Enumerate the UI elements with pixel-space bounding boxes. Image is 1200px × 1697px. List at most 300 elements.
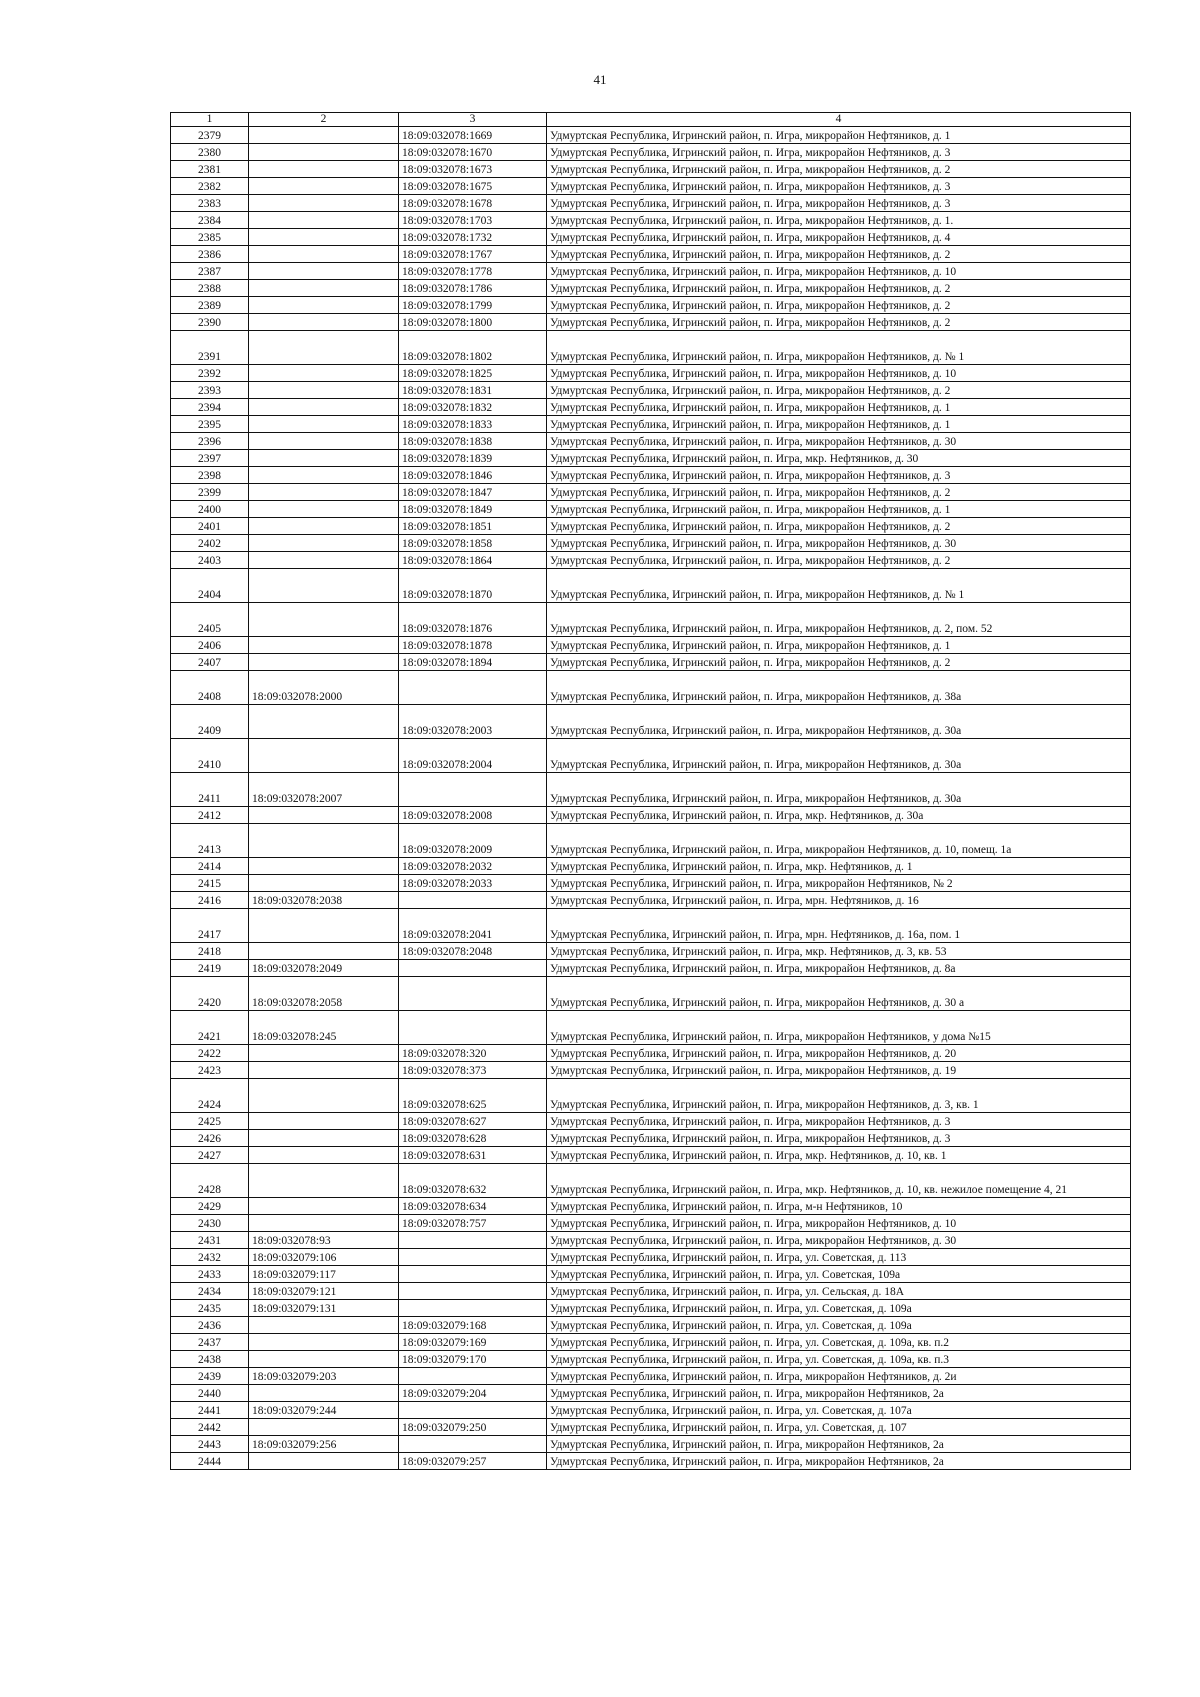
table-row xyxy=(171,569,1131,603)
cadastral-number-cell-col2 xyxy=(249,467,399,484)
row-number-cell: 2412 xyxy=(171,807,249,824)
row-number-cell: 2440 xyxy=(171,1385,249,1402)
table-row xyxy=(171,518,1131,535)
address-cell: Удмуртская Республика, Игринский район, п. Игра, ул. Советская, д. 109а xyxy=(547,1300,1131,1317)
address-cell: Удмуртская Республика, Игринский район, п. Игра, микрорайон Нефтяников, д. 10 xyxy=(547,1215,1131,1232)
row-number-cell: 2380 xyxy=(171,144,249,161)
table-row xyxy=(171,297,1131,314)
cadastral-number-cell-col2: 18:09:032078:93 xyxy=(249,1232,399,1249)
cadastral-number-cell-col2 xyxy=(249,1215,399,1232)
cadastral-number-cell-col3: 18:09:032078:1732 xyxy=(399,229,547,246)
row-number-cell: 2387 xyxy=(171,263,249,280)
cadastral-number-cell-col2 xyxy=(249,1385,399,1402)
table-row xyxy=(171,1232,1131,1249)
row-number-cell: 2389 xyxy=(171,297,249,314)
cadastral-number-cell-col2 xyxy=(249,824,399,858)
table-row xyxy=(171,773,1131,807)
row-number-cell: 2402 xyxy=(171,535,249,552)
cadastral-number-cell-col2 xyxy=(249,484,399,501)
cadastral-number-cell-col2 xyxy=(249,246,399,263)
cadastral-number-cell-col3: 18:09:032078:757 xyxy=(399,1215,547,1232)
address-cell: Удмуртская Республика, Игринский район, п. Игра, мкр. Нефтяников, д. 1 xyxy=(547,858,1131,875)
cadastral-number-cell-col3: 18:09:032078:1831 xyxy=(399,382,547,399)
address-cell: Удмуртская Республика, Игринский район, п. Игра, микрорайон Нефтяников, д. 1 xyxy=(547,501,1131,518)
row-number-cell: 2419 xyxy=(171,960,249,977)
cadastral-number-cell-col2: 18:09:032079:121 xyxy=(249,1283,399,1300)
table-row xyxy=(171,382,1131,399)
cadastral-number-cell-col2 xyxy=(249,399,399,416)
cadastral-number-cell-col2 xyxy=(249,450,399,467)
cadastral-number-cell-col3 xyxy=(399,1368,547,1385)
column-header-1: 1 xyxy=(171,113,249,127)
row-number-cell: 2439 xyxy=(171,1368,249,1385)
row-number-cell: 2396 xyxy=(171,433,249,450)
cadastral-number-cell-col3: 18:09:032078:1786 xyxy=(399,280,547,297)
cadastral-number-cell-col3: 18:09:032079:257 xyxy=(399,1453,547,1470)
cadastral-number-cell-col3 xyxy=(399,1266,547,1283)
address-cell: Удмуртская Республика, Игринский район, п. Игра, мкр. Нефтяников, д. 3, кв. 53 xyxy=(547,943,1131,960)
cadastral-number-cell-col2 xyxy=(249,382,399,399)
row-number-cell: 2428 xyxy=(171,1164,249,1198)
cadastral-number-cell-col3: 18:09:032078:1846 xyxy=(399,467,547,484)
table-row xyxy=(171,637,1131,654)
cadastral-number-cell-col3: 18:09:032078:1832 xyxy=(399,399,547,416)
table-row xyxy=(171,705,1131,739)
cadastral-number-cell-col3: 18:09:032078:1870 xyxy=(399,569,547,603)
address-cell: Удмуртская Республика, Игринский район, п. Игра, микрорайон Нефтяников, д. 10, помещ. 1а xyxy=(547,824,1131,858)
row-number-cell: 2429 xyxy=(171,1198,249,1215)
row-number-cell: 2386 xyxy=(171,246,249,263)
table-row xyxy=(171,1215,1131,1232)
address-cell: Удмуртская Республика, Игринский район, п. Игра, микрорайон Нефтяников, д. № 1 xyxy=(547,569,1131,603)
cadastral-number-cell-col2 xyxy=(249,1453,399,1470)
table-row xyxy=(171,1283,1131,1300)
cadastral-number-cell-col3: 18:09:032078:1703 xyxy=(399,212,547,229)
address-cell: Удмуртская Республика, Игринский район, п. Игра, мкр. Нефтяников, д. 30а xyxy=(547,807,1131,824)
address-cell: Удмуртская Республика, Игринский район, п. Игра, микрорайон Нефтяников, д. 1 xyxy=(547,416,1131,433)
row-number-cell: 2432 xyxy=(171,1249,249,1266)
row-number-cell: 2379 xyxy=(171,127,249,144)
cadastral-number-cell-col3 xyxy=(399,960,547,977)
row-number-cell: 2417 xyxy=(171,909,249,943)
row-number-cell: 2397 xyxy=(171,450,249,467)
row-number-cell: 2409 xyxy=(171,705,249,739)
cadastral-number-cell-col3: 18:09:032078:1778 xyxy=(399,263,547,280)
row-number-cell: 2424 xyxy=(171,1079,249,1113)
cadastral-number-cell-col3: 18:09:032078:1847 xyxy=(399,484,547,501)
table-row xyxy=(171,1011,1131,1045)
cadastral-number-cell-col3: 18:09:032078:1802 xyxy=(399,331,547,365)
cadastral-number-cell-col2 xyxy=(249,365,399,382)
row-number-cell: 2436 xyxy=(171,1317,249,1334)
address-cell: Удмуртская Республика, Игринский район, п. Игра, ул. Советская, д. 107а xyxy=(547,1402,1131,1419)
cadastral-number-cell-col2 xyxy=(249,161,399,178)
row-number-cell: 2435 xyxy=(171,1300,249,1317)
address-cell: Удмуртская Республика, Игринский район, п. Игра, мрн. Нефтяников, д. 16а, пом. 1 xyxy=(547,909,1131,943)
table-row xyxy=(171,331,1131,365)
row-number-cell: 2383 xyxy=(171,195,249,212)
cadastral-number-cell-col3: 18:09:032078:1849 xyxy=(399,501,547,518)
cadastral-number-cell-col3: 18:09:032078:2004 xyxy=(399,739,547,773)
address-cell: Удмуртская Республика, Игринский район, п. Игра, микрорайон Нефтяников, д. 1. xyxy=(547,212,1131,229)
table-row xyxy=(171,416,1131,433)
cadastral-number-cell-col2 xyxy=(249,1334,399,1351)
address-cell: Удмуртская Республика, Игринский район, п. Игра, микрорайон Нефтяников, д. 3 xyxy=(547,1113,1131,1130)
cadastral-number-cell-col2 xyxy=(249,654,399,671)
table-row xyxy=(171,127,1131,144)
address-cell: Удмуртская Республика, Игринский район, п. Игра, микрорайон Нефтяников, д. 1 xyxy=(547,127,1131,144)
cadastral-number-cell-col3 xyxy=(399,1300,547,1317)
row-number-cell: 2390 xyxy=(171,314,249,331)
row-number-cell: 2423 xyxy=(171,1062,249,1079)
row-number-cell: 2385 xyxy=(171,229,249,246)
cadastral-number-cell-col3: 18:09:032078:1851 xyxy=(399,518,547,535)
cadastral-number-cell-col2 xyxy=(249,280,399,297)
address-cell: Удмуртская Республика, Игринский район, п. Игра, микрорайон Нефтяников, д. 30 а xyxy=(547,977,1131,1011)
cadastral-number-cell-col2 xyxy=(249,263,399,280)
row-number-cell: 2392 xyxy=(171,365,249,382)
table-row xyxy=(171,1334,1131,1351)
table-row xyxy=(171,1164,1131,1198)
address-cell: Удмуртская Республика, Игринский район, п. Игра, микрорайон Нефтяников, д. 2 xyxy=(547,280,1131,297)
cadastral-number-cell-col3 xyxy=(399,1436,547,1453)
address-cell: Удмуртская Республика, Игринский район, п. Игра, микрорайон Нефтяников, д. 2 xyxy=(547,654,1131,671)
address-cell: Удмуртская Республика, Игринский район, п. Игра, микрорайон Нефтяников, д. 2 xyxy=(547,314,1131,331)
cadastral-number-cell-col3: 18:09:032078:1894 xyxy=(399,654,547,671)
cadastral-number-cell-col2 xyxy=(249,1164,399,1198)
cadastral-number-cell-col2 xyxy=(249,705,399,739)
address-cell: Удмуртская Республика, Игринский район, п. Игра, микрорайон Нефтяников, д. 1 xyxy=(547,399,1131,416)
cadastral-number-cell-col2 xyxy=(249,552,399,569)
table-row xyxy=(171,1045,1131,1062)
table-row xyxy=(171,909,1131,943)
cadastral-number-cell-col2 xyxy=(249,1198,399,1215)
address-cell: Удмуртская Республика, Игринский район, п. Игра, микрорайон Нефтяников, д. 30 xyxy=(547,1232,1131,1249)
cadastral-number-cell-col3: 18:09:032078:634 xyxy=(399,1198,547,1215)
address-cell: Удмуртская Республика, Игринский район, п. Игра, ул. Советская, д. 109а xyxy=(547,1317,1131,1334)
address-cell: Удмуртская Республика, Игринский район, п. Игра, микрорайон Нефтяников, д. 1 xyxy=(547,637,1131,654)
address-cell: Удмуртская Республика, Игринский район, п. Игра, микрорайон Нефтяников, д. 2 xyxy=(547,484,1131,501)
address-cell: Удмуртская Республика, Игринский район, п. Игра, микрорайон Нефтяников, д. 30а xyxy=(547,739,1131,773)
row-number-cell: 2433 xyxy=(171,1266,249,1283)
row-number-cell: 2415 xyxy=(171,875,249,892)
row-number-cell: 2442 xyxy=(171,1419,249,1436)
address-cell: Удмуртская Республика, Игринский район, п. Игра, микрорайон Нефтяников, д. 2 xyxy=(547,161,1131,178)
cadastral-number-cell-col2 xyxy=(249,535,399,552)
table-row xyxy=(171,1062,1131,1079)
row-number-cell: 2394 xyxy=(171,399,249,416)
cadastral-number-cell-col2: 18:09:032079:244 xyxy=(249,1402,399,1419)
address-cell: Удмуртская Республика, Игринский район, п. Игра, ул. Советская, 109а xyxy=(547,1266,1131,1283)
cadastral-number-cell-col3: 18:09:032078:2008 xyxy=(399,807,547,824)
cadastral-number-cell-col2 xyxy=(249,178,399,195)
row-number-cell: 2413 xyxy=(171,824,249,858)
address-cell: Удмуртская Республика, Игринский район, п. Игра, микрорайон Нефтяников, д. 3, кв. 1 xyxy=(547,1079,1131,1113)
address-cell: Удмуртская Республика, Игринский район, п. Игра, микрорайон Нефтяников, д. 30 xyxy=(547,535,1131,552)
cadastral-number-cell-col3: 18:09:032078:2003 xyxy=(399,705,547,739)
table-row xyxy=(171,875,1131,892)
row-number-cell: 2407 xyxy=(171,654,249,671)
table-row xyxy=(171,1249,1131,1266)
cadastral-number-cell-col2 xyxy=(249,1351,399,1368)
cadastral-number-cell-col2 xyxy=(249,1130,399,1147)
address-cell: Удмуртская Республика, Игринский район, п. Игра, микрорайон Нефтяников, д. 2 xyxy=(547,382,1131,399)
table-row xyxy=(171,1402,1131,1419)
row-number-cell: 2398 xyxy=(171,467,249,484)
cadastral-number-cell-col2 xyxy=(249,518,399,535)
row-number-cell: 2416 xyxy=(171,892,249,909)
address-cell: Удмуртская Республика, Игринский район, п. Игра, микрорайон Нефтяников, д. 30а xyxy=(547,705,1131,739)
row-number-cell: 2420 xyxy=(171,977,249,1011)
table-row xyxy=(171,960,1131,977)
cadastral-number-cell-col3: 18:09:032078:632 xyxy=(399,1164,547,1198)
cadastral-number-cell-col3: 18:09:032078:1670 xyxy=(399,144,547,161)
table-row xyxy=(171,399,1131,416)
cadastral-number-cell-col3: 18:09:032079:250 xyxy=(399,1419,547,1436)
cadastral-number-cell-col3 xyxy=(399,1402,547,1419)
row-number-cell: 2421 xyxy=(171,1011,249,1045)
cadastral-number-cell-col3: 18:09:032078:2048 xyxy=(399,943,547,960)
cadastral-number-cell-col3: 18:09:032078:1864 xyxy=(399,552,547,569)
address-cell: Удмуртская Республика, Игринский район, п. Игра, ул. Советская, д. 109а, кв. п.3 xyxy=(547,1351,1131,1368)
table-row xyxy=(171,501,1131,518)
table-row xyxy=(171,144,1131,161)
row-number-cell: 2399 xyxy=(171,484,249,501)
address-cell: Удмуртская Республика, Игринский район, п. Игра, микрорайон Нефтяников, д. 3 xyxy=(547,1130,1131,1147)
cadastral-number-cell-col3 xyxy=(399,977,547,1011)
address-cell: Удмуртская Республика, Игринский район, п. Игра, микрорайон Нефтяников, д. 3 xyxy=(547,144,1131,161)
row-number-cell: 2403 xyxy=(171,552,249,569)
table-row xyxy=(171,552,1131,569)
cadastral-number-cell-col3: 18:09:032078:625 xyxy=(399,1079,547,1113)
row-number-cell: 2418 xyxy=(171,943,249,960)
address-cell: Удмуртская Республика, Игринский район, п. Игра, мкр. Нефтяников, д. 10, кв. 1 xyxy=(547,1147,1131,1164)
cadastral-number-cell-col3: 18:09:032078:628 xyxy=(399,1130,547,1147)
column-header-4: 4 xyxy=(547,113,1131,127)
row-number-cell: 2411 xyxy=(171,773,249,807)
table-row xyxy=(171,1300,1131,1317)
cadastral-number-cell-col2 xyxy=(249,739,399,773)
address-cell: Удмуртская Республика, Игринский район, п. Игра, ул. Сельская, д. 18А xyxy=(547,1283,1131,1300)
cadastral-number-cell-col2 xyxy=(249,297,399,314)
table-row xyxy=(171,671,1131,705)
cadastral-number-cell-col3: 18:09:032078:1767 xyxy=(399,246,547,263)
cadastral-number-cell-col2 xyxy=(249,1419,399,1436)
table-row xyxy=(171,229,1131,246)
table-row xyxy=(171,1453,1131,1470)
cadastral-number-cell-col2: 18:09:032078:2007 xyxy=(249,773,399,807)
cadastral-number-cell-col2: 18:09:032078:2000 xyxy=(249,671,399,705)
row-number-cell: 2414 xyxy=(171,858,249,875)
table-row xyxy=(171,1198,1131,1215)
table-row xyxy=(171,161,1131,178)
cadastral-number-cell-col2 xyxy=(249,807,399,824)
table-row xyxy=(171,484,1131,501)
row-number-cell: 2425 xyxy=(171,1113,249,1130)
cadastral-number-cell-col2 xyxy=(249,1045,399,1062)
cadastral-number-cell-col2: 18:09:032079:131 xyxy=(249,1300,399,1317)
cadastral-number-cell-col2 xyxy=(249,858,399,875)
address-cell: Удмуртская Республика, Игринский район, п. Игра, микрорайон Нефтяников, д. 2и xyxy=(547,1368,1131,1385)
cadastral-number-cell-col3: 18:09:032078:2041 xyxy=(399,909,547,943)
cadastral-number-cell-col3: 18:09:032078:373 xyxy=(399,1062,547,1079)
table-row xyxy=(171,1317,1131,1334)
address-cell: Удмуртская Республика, Игринский район, п. Игра, микрорайон Нефтяников, д. 3 xyxy=(547,178,1131,195)
table-row xyxy=(171,263,1131,280)
cadastral-number-cell-col2 xyxy=(249,637,399,654)
table-row xyxy=(171,1436,1131,1453)
cadastral-number-cell-col2 xyxy=(249,416,399,433)
address-cell: Удмуртская Республика, Игринский район, п. Игра, микрорайон Нефтяников, д. 2 xyxy=(547,297,1131,314)
row-number-cell: 2426 xyxy=(171,1130,249,1147)
row-number-cell: 2434 xyxy=(171,1283,249,1300)
table-row xyxy=(171,535,1131,552)
address-cell: Удмуртская Республика, Игринский район, п. Игра, микрорайон Нефтяников, № 2 xyxy=(547,875,1131,892)
table-row xyxy=(171,1079,1131,1113)
table-row xyxy=(171,858,1131,875)
cadastral-number-cell-col2: 18:09:032079:106 xyxy=(249,1249,399,1266)
cadastral-number-cell-col3: 18:09:032078:1878 xyxy=(399,637,547,654)
cadastral-number-cell-col3: 18:09:032078:1858 xyxy=(399,535,547,552)
cadastral-number-cell-col2 xyxy=(249,195,399,212)
cadastral-number-cell-col3: 18:09:032078:2033 xyxy=(399,875,547,892)
address-cell: Удмуртская Республика, Игринский район, п. Игра, микрорайон Нефтяников, д. 30а xyxy=(547,773,1131,807)
cadastral-number-cell-col3: 18:09:032078:1669 xyxy=(399,127,547,144)
address-cell: Удмуртская Республика, Игринский район, п. Игра, микрорайон Нефтяников, д. 3 xyxy=(547,467,1131,484)
address-cell: Удмуртская Республика, Игринский район, п. Игра, микрорайон Нефтяников, д. 8а xyxy=(547,960,1131,977)
row-number-cell: 2382 xyxy=(171,178,249,195)
cadastral-number-cell-col3: 18:09:032078:631 xyxy=(399,1147,547,1164)
cadastral-number-cell-col3: 18:09:032078:2032 xyxy=(399,858,547,875)
row-number-cell: 2384 xyxy=(171,212,249,229)
row-number-cell: 2443 xyxy=(171,1436,249,1453)
table-row xyxy=(171,467,1131,484)
address-cell: Удмуртская Республика, Игринский район, п. Игра, микрорайон Нефтяников, д. 4 xyxy=(547,229,1131,246)
column-header-3: 3 xyxy=(399,113,547,127)
cadastral-number-cell-col2 xyxy=(249,1113,399,1130)
table-row xyxy=(171,433,1131,450)
address-cell: Удмуртская Республика, Игринский район, п. Игра, мкр. Нефтяников, д. 10, кв. нежилое помещение 4, 21 xyxy=(547,1164,1131,1198)
cadastral-number-cell-col2 xyxy=(249,1062,399,1079)
header-row xyxy=(171,113,1131,127)
table-row xyxy=(171,212,1131,229)
table-row xyxy=(171,195,1131,212)
row-number-cell: 2444 xyxy=(171,1453,249,1470)
page-number: 41 xyxy=(593,72,607,87)
address-cell: Удмуртская Республика, Игринский район, п. Игра, ул. Советская, д. 113 xyxy=(547,1249,1131,1266)
address-cell: Удмуртская Республика, Игринский район, п. Игра, мкр. Нефтяников, д. 30 xyxy=(547,450,1131,467)
address-cell: Удмуртская Республика, Игринский район, п. Игра, микрорайон Нефтяников, д. № 1 xyxy=(547,331,1131,365)
cadastral-number-cell-col3: 18:09:032079:169 xyxy=(399,1334,547,1351)
address-cell: Удмуртская Республика, Игринский район, п. Игра, ул. Советская, д. 107 xyxy=(547,1419,1131,1436)
cadastral-number-cell-col3: 18:09:032078:1833 xyxy=(399,416,547,433)
address-cell: Удмуртская Республика, Игринский район, п. Игра, микрорайон Нефтяников, д. 30 xyxy=(547,433,1131,450)
table-row xyxy=(171,178,1131,195)
cadastral-number-cell-col3: 18:09:032078:627 xyxy=(399,1113,547,1130)
cadastral-number-cell-col2 xyxy=(249,433,399,450)
table-row xyxy=(171,739,1131,773)
cadastral-number-cell-col2 xyxy=(249,1079,399,1113)
cadastral-number-cell-col2: 18:09:032078:245 xyxy=(249,1011,399,1045)
cadastral-number-cell-col2 xyxy=(249,909,399,943)
table-row xyxy=(171,603,1131,637)
cadastral-number-cell-col2 xyxy=(249,212,399,229)
cadastral-number-cell-col3: 18:09:032078:1673 xyxy=(399,161,547,178)
table-row xyxy=(171,1266,1131,1283)
cadastral-number-cell-col3: 18:09:032079:170 xyxy=(399,1351,547,1368)
cadastral-number-cell-col3: 18:09:032078:1678 xyxy=(399,195,547,212)
address-cell: Удмуртская Республика, Игринский район, п. Игра, микрорайон Нефтяников, д. 10 xyxy=(547,365,1131,382)
row-number-cell: 2405 xyxy=(171,603,249,637)
table-row xyxy=(171,1147,1131,1164)
cadastral-number-cell-col3: 18:09:032078:1800 xyxy=(399,314,547,331)
address-cell: Удмуртская Республика, Игринский район, п. Игра, микрорайон Нефтяников, 2а xyxy=(547,1453,1131,1470)
address-cell: Удмуртская Республика, Игринский район, п. Игра, микрорайон Нефтяников, д. 19 xyxy=(547,1062,1131,1079)
cadastral-number-cell-col3 xyxy=(399,1283,547,1300)
table-row xyxy=(171,314,1131,331)
row-number-cell: 2422 xyxy=(171,1045,249,1062)
cadastral-number-cell-col3 xyxy=(399,773,547,807)
cadastral-number-cell-col3: 18:09:032078:1799 xyxy=(399,297,547,314)
row-number-cell: 2381 xyxy=(171,161,249,178)
cadastral-number-cell-col3 xyxy=(399,671,547,705)
table-row xyxy=(171,1385,1131,1402)
address-cell: Удмуртская Республика, Игринский район, п. Игра, микрорайон Нефтяников, д. 10 xyxy=(547,263,1131,280)
row-number-cell: 2388 xyxy=(171,280,249,297)
cadastral-number-cell-col2 xyxy=(249,603,399,637)
row-number-cell: 2393 xyxy=(171,382,249,399)
cadastral-number-cell-col2 xyxy=(249,569,399,603)
address-cell: Удмуртская Республика, Игринский район, п. Игра, микрорайон Нефтяников, 2а xyxy=(547,1436,1131,1453)
row-number-cell: 2427 xyxy=(171,1147,249,1164)
cadastral-number-cell-col3: 18:09:032078:1839 xyxy=(399,450,547,467)
cadastral-number-cell-col3: 18:09:032078:1675 xyxy=(399,178,547,195)
cadastral-number-cell-col2: 18:09:032079:256 xyxy=(249,1436,399,1453)
address-cell: Удмуртская Республика, Игринский район, п. Игра, мрн. Нефтяников, д. 16 xyxy=(547,892,1131,909)
cadastral-number-cell-col3 xyxy=(399,1232,547,1249)
table-row xyxy=(171,892,1131,909)
address-cell: Удмуртская Республика, Игринский район, п. Игра, микрорайон Нефтяников, д. 2 xyxy=(547,246,1131,263)
row-number-cell: 2437 xyxy=(171,1334,249,1351)
row-number-cell: 2438 xyxy=(171,1351,249,1368)
row-number-cell: 2391 xyxy=(171,331,249,365)
cadastral-number-cell-col2: 18:09:032078:2038 xyxy=(249,892,399,909)
row-number-cell: 2401 xyxy=(171,518,249,535)
column-header-2: 2 xyxy=(249,113,399,127)
row-number-cell: 2410 xyxy=(171,739,249,773)
row-number-cell: 2404 xyxy=(171,569,249,603)
cadastral-number-cell-col2 xyxy=(249,229,399,246)
table-body xyxy=(171,127,1131,1470)
address-cell: Удмуртская Республика, Игринский район, п. Игра, микрорайон Нефтяников, д. 3 xyxy=(547,195,1131,212)
cadastral-number-cell-col2: 18:09:032078:2058 xyxy=(249,977,399,1011)
table-row xyxy=(171,654,1131,671)
table-row xyxy=(171,365,1131,382)
row-number-cell: 2395 xyxy=(171,416,249,433)
table-row xyxy=(171,246,1131,263)
table-row xyxy=(171,824,1131,858)
cadastral-number-cell-col3: 18:09:032078:320 xyxy=(399,1045,547,1062)
row-number-cell: 2441 xyxy=(171,1402,249,1419)
cadastral-number-cell-col2: 18:09:032078:2049 xyxy=(249,960,399,977)
address-cell: Удмуртская Республика, Игринский район, п. Игра, микрорайон Нефтяников, д. 20 xyxy=(547,1045,1131,1062)
row-number-cell: 2406 xyxy=(171,637,249,654)
table-row xyxy=(171,977,1131,1011)
cadastral-number-cell-col2 xyxy=(249,943,399,960)
table-row xyxy=(171,1351,1131,1368)
address-cell: Удмуртская Республика, Игринский район, п. Игра, микрорайон Нефтяников, д. 2 xyxy=(547,552,1131,569)
table-row xyxy=(171,1113,1131,1130)
